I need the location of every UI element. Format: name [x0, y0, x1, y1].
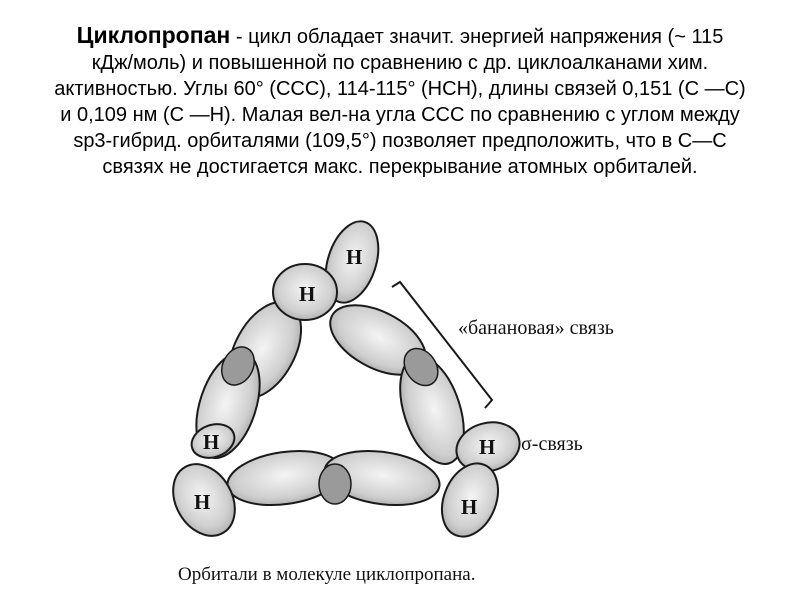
hydrogen-label-top-right: Н — [346, 245, 363, 269]
overlap-bottom — [319, 464, 351, 504]
hydrogen-label-top-left: Н — [299, 282, 316, 306]
text-line-3: активностью. Углы 60° (ССС), 114-115° (НСН), длины связей 0,151 (С —С) — [54, 78, 746, 100]
hydrogen-label-left-upper: Н — [203, 430, 220, 454]
text-line-6: связях не достигается макс. перекрывание атомных орбиталей. — [102, 156, 698, 178]
figure-caption: Орбитали в молекуле циклопропана. — [178, 564, 476, 585]
text-line-2: кДж/моль) и повышенной по сравнению с др. циклоалканами хим. — [91, 52, 709, 74]
hydrogen-label-right-lower: Н — [461, 495, 478, 519]
text-line-1: Циклопропан - цикл обладает значит. энергией напряжения (~ 115 — [76, 22, 724, 48]
term-cyclopropane: Циклопропан — [76, 22, 231, 48]
hydrogen-label-left-lower: Н — [194, 490, 211, 514]
banana-bond-label: «банановая» связь — [458, 317, 614, 339]
hydrogen-label-right-upper: Н — [479, 435, 496, 459]
text-line-4: и 0,109 нм (С —Н). Малая вел-на угла ССС по сравнению с углом между — [60, 104, 740, 126]
text-line-5: sp3-гибрид. орбиталями (109,5°) позволяет предположить, что в С—С — [73, 130, 727, 152]
sigma-bond-label: σ-связь — [521, 433, 583, 455]
